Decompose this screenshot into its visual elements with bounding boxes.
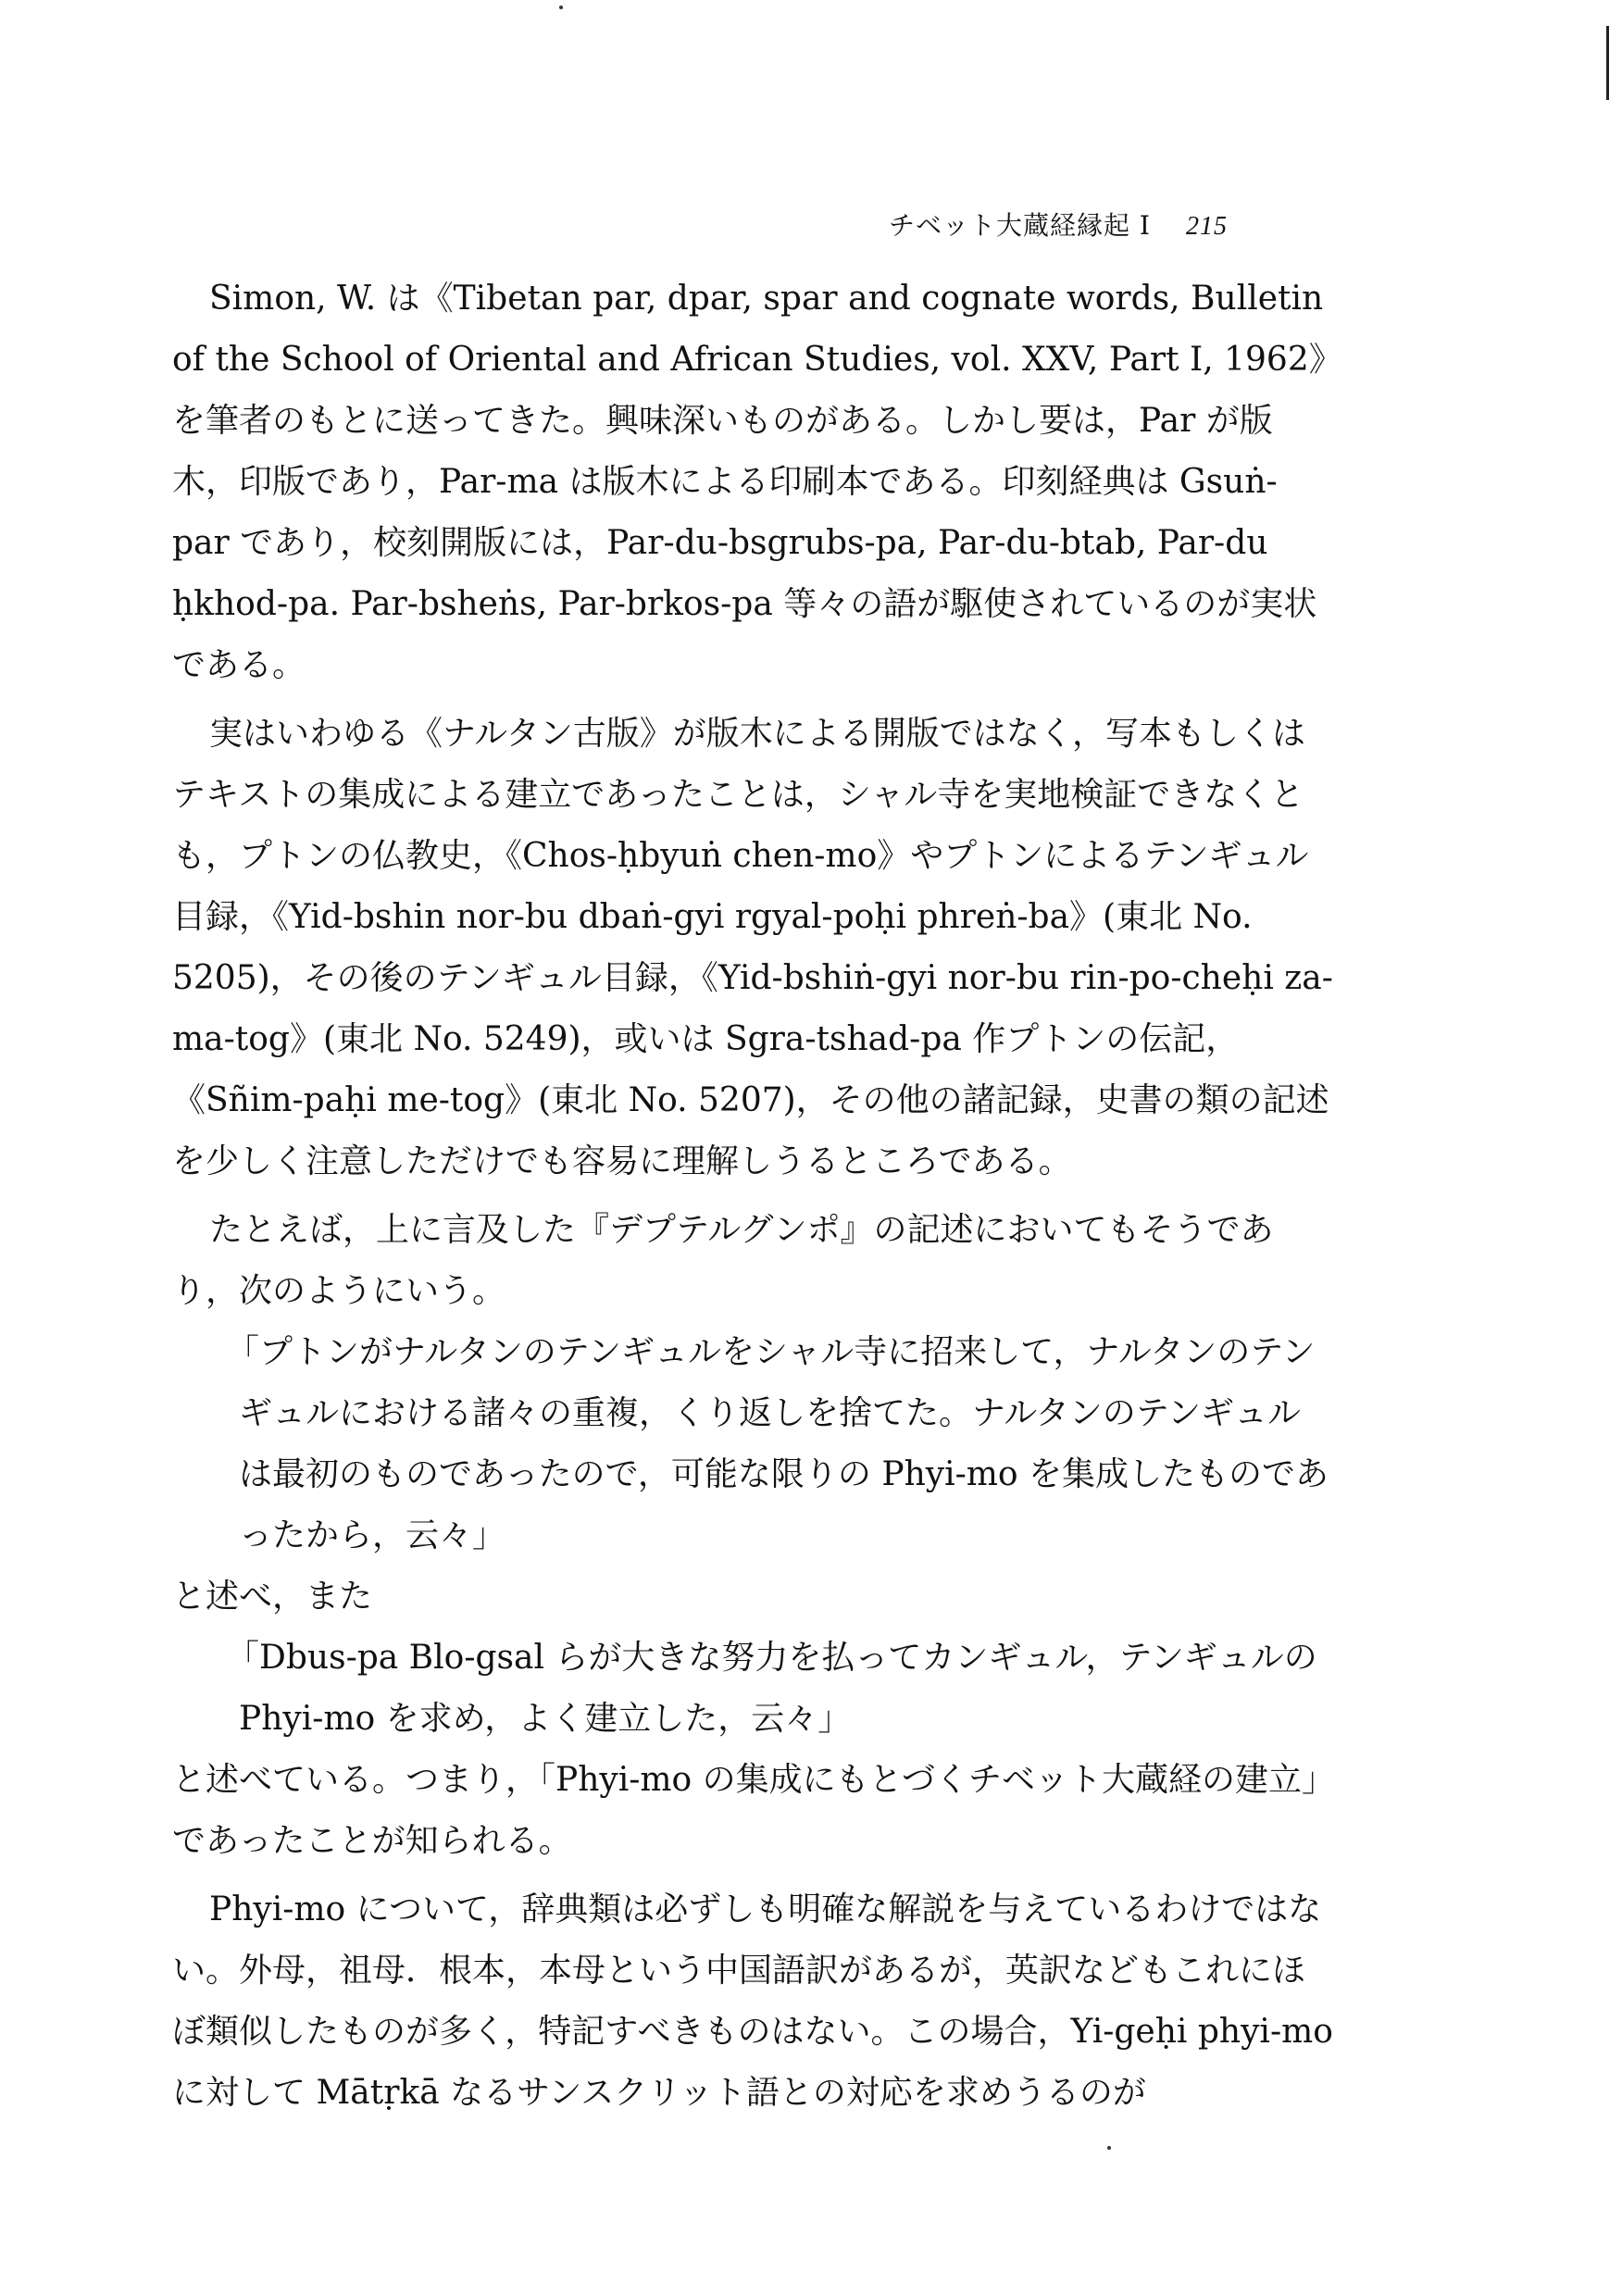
paragraph-example: たとえば，上に言及した『デプテルグンポ』の記述においてもそうであり，次のようにいう。 — [172, 1211, 1274, 1310]
scan-speck — [1107, 2146, 1111, 2150]
quote-buton: 「プトンがナルタンのテンギュルをシャル寺に招来して，ナルタンのテンギュルにおける諸々の重複，くり返しを捨てた。ナルタンのテンギュルは最初のものであったので，可能な限りの Phyi-mo を集成したものであったから，云々」 — [226, 1333, 1329, 1554]
scan-speck — [559, 6, 563, 9]
running-title: チベット大蔵経縁起 I — [889, 210, 1151, 241]
paragraph-phyi-mo: Phyi-mo について，辞典類は必ずしも明確な解説を与えているわけではない。外母，祖母．根本，本母という中国語訳があるが，英訳などもこれにほぼ類似したものが多く，特記すべきものはない。この場合，Yi-geḥi phyi-mo に対して Mātṛkā なるサンスクリット語との対応を求めうるのが — [172, 1890, 1333, 2112]
scan-edge-mark — [1606, 26, 1609, 100]
page-number: 215 — [1185, 212, 1228, 241]
paragraph-simon: Simon, W. は《Tibetan par, dpar, spar and cognate words, Bulletin of the School of Oriental and African Studies, vol. XXV, Part I, 1962》を筆者のもとに送ってきた。興味深いものがある。しかし要は，Par が版木，印版であり，Par-ma は版木による印刷本である。印刻経典は Gsuṅ-par であり，校刻開版には，Par-du-bsgrubs-pa, Par-du-btab, Par-du ḥkhod-pa. Par-bsheṅs, Par-brkos-pa 等々の語が駆使されているのが実状である。 — [172, 280, 1326, 684]
paragraph-nartang: 実はいわゆる《ナルタン古版》が版木による開版ではなく，写本もしくはテキストの集成による建立であったことは，シャル寺を実地検証できなくとも，プトンの仏教史，《Chos-ḥbyuṅ chen-mo》やプトンによるテンギュル目録，《Yid-bshin nor-bu dbaṅ-gyi rgyal-poḥi phreṅ-ba》(東北 No. 5205)，その後のテンギュル目録，《Yid-bshiṅ-gyi nor-bu rin-po-cheḥi za-ma-tog》(東北 No. 5249)，或いは Sgra-tshad-pa 作プトンの伝記，《Sñim-paḥi me-tog》(東北 No. 5207)，その他の諸記録，史書の類の記述を少しく注意しただけでも容易に理解しうるところである。 — [172, 715, 1333, 1180]
running-header — [889, 206, 1228, 243]
paragraph-continuation: と述べ，また — [172, 1578, 373, 1616]
paragraph-conclusion: と述べている。つまり，「Phyi-mo の集成にもとづくチベット大蔵経の建立」であったことが知られる。 — [172, 1761, 1318, 1860]
page-body — [172, 268, 1333, 2124]
quote-dbus-pa: 「Dbus-pa Blo-gsal らが大きな努力を払ってカンギュル，テンギュルの Phyi-mo を求め，よく建立した，云々」 — [226, 1639, 1317, 1738]
